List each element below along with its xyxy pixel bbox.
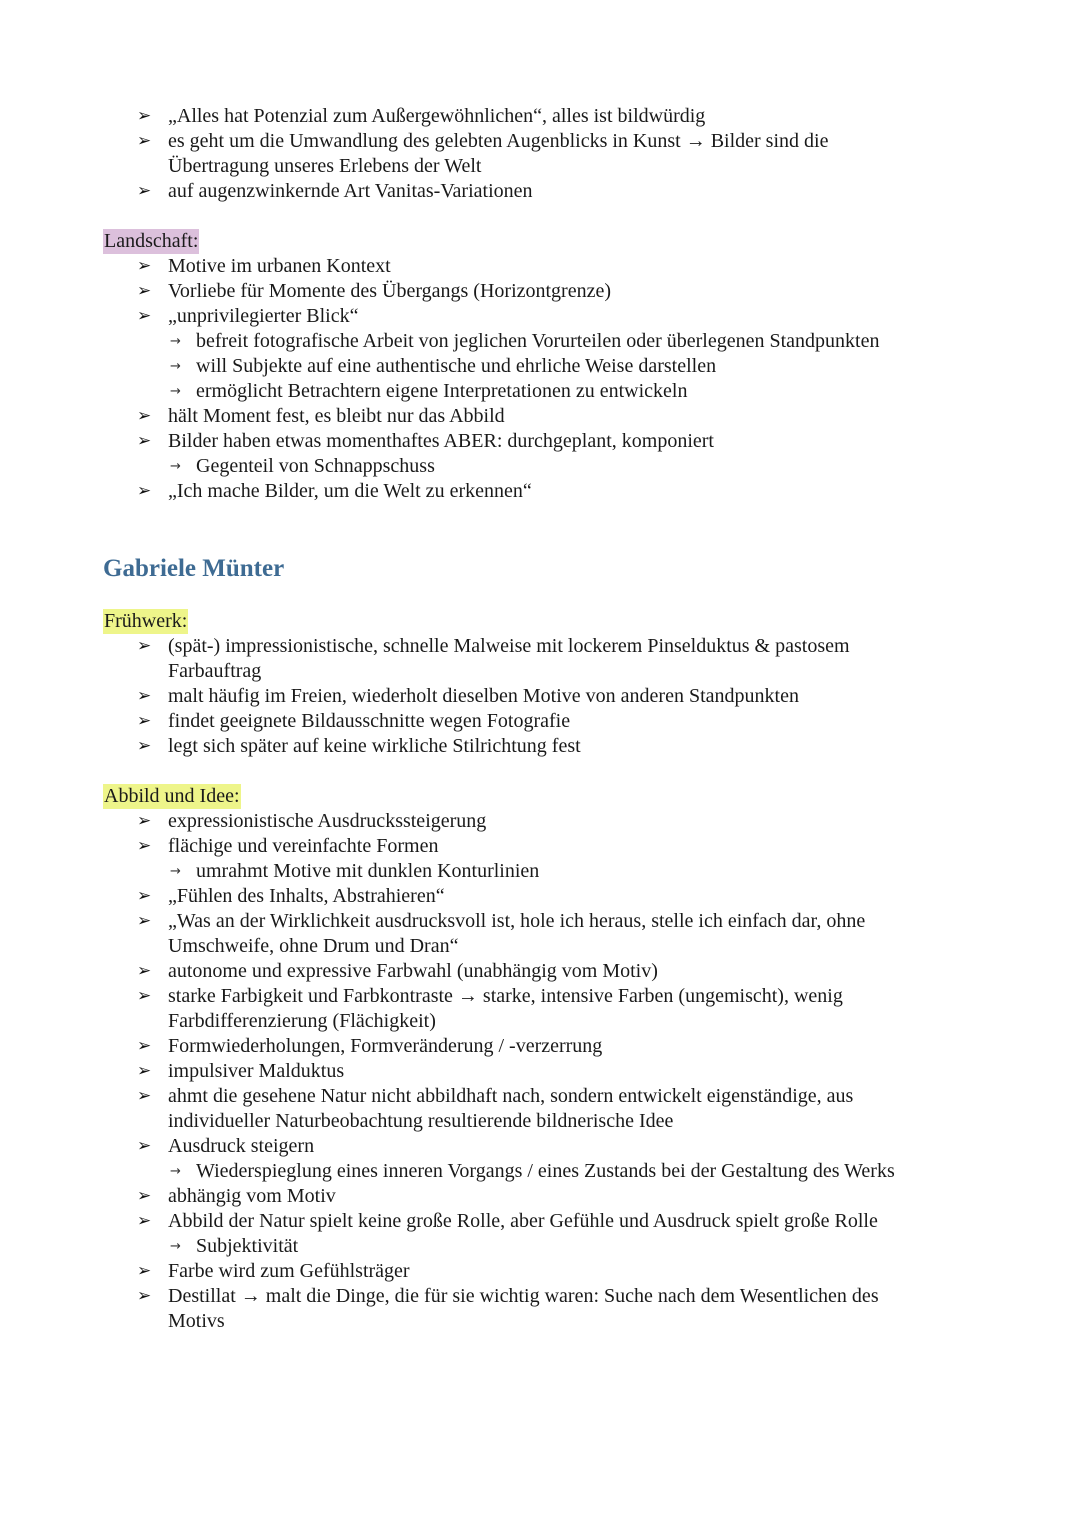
- list-item: [103, 809, 1020, 834]
- arrowhead-bullet-icon: ➢: [137, 1261, 152, 1281]
- line-text: Gegenteil von Schnappschuss: [196, 455, 435, 477]
- list-item-continuation: [103, 659, 1020, 684]
- line-text: Bilder haben etwas momenthaftes ABER: durchgeplant, komponiert: [168, 430, 714, 452]
- arrowhead-bullet-icon: ➢: [137, 131, 152, 151]
- arrowhead-bullet-icon: ➢: [137, 481, 152, 501]
- fruehwerk-list: [103, 634, 1020, 759]
- sub-point: [103, 454, 1020, 479]
- line-text: auf augenzwinkernde Art Vanitas-Variationen: [168, 180, 533, 202]
- abbild-heading: Abbild und Idee:: [104, 785, 240, 807]
- line-text: legt sich später auf keine wirkliche Stilrichtung fest: [168, 735, 581, 757]
- line-text: starke Farbigkeit und Farbkontraste → starke, intensive Farben (ungemischt), wenig: [168, 985, 843, 1007]
- line-text: malt häufig im Freien, wiederholt dieselben Motive von anderen Standpunkten: [168, 685, 799, 707]
- list-item: [103, 1059, 1020, 1084]
- list-item-continuation: [103, 934, 1020, 959]
- line-text: „Alles hat Potenzial zum Außergewöhnlichen“, alles ist bildwürdig: [168, 105, 706, 127]
- line-text: Motivs: [168, 1310, 225, 1332]
- sub-point: [103, 1159, 1020, 1184]
- line-text: autonome und expressive Farbwahl (unabhängig vom Motiv): [168, 960, 658, 982]
- line-text: Subjektivität: [196, 1235, 299, 1257]
- line-text: ahmt die gesehene Natur nicht abbildhaft nach, sondern entwickelt eigenständige, aus: [168, 1085, 854, 1107]
- line-text: „unprivilegierter Blick“: [168, 305, 359, 327]
- line-text: „Fühlen des Inhalts, Abstrahieren“: [168, 885, 445, 907]
- arrowhead-bullet-icon: ➢: [137, 281, 152, 301]
- arrowhead-bullet-icon: ➢: [137, 256, 152, 276]
- line-text: impulsiver Malduktus: [168, 1060, 345, 1082]
- list-item: [103, 734, 1020, 759]
- list-item-continuation: [103, 1009, 1020, 1034]
- line-text: Umschweife, ohne Drum und Dran“: [168, 935, 459, 957]
- list-item: [103, 984, 1020, 1009]
- arrowhead-bullet-icon: ➢: [137, 406, 152, 426]
- list-item: [103, 1134, 1020, 1159]
- sub-point: [103, 329, 1020, 354]
- landschaft-heading: Landschaft:: [104, 230, 199, 252]
- line-text: Motive im urbanen Kontext: [168, 255, 391, 277]
- line-text: Farbdifferenzierung (Flächigkeit): [168, 1010, 436, 1032]
- line-text: Formwiederholungen, Formveränderung / -verzerrung: [168, 1035, 603, 1057]
- list-item: [103, 1259, 1020, 1284]
- list-item: [103, 884, 1020, 909]
- arrowhead-bullet-icon: ➢: [137, 836, 152, 856]
- line-text: Ausdruck steigern: [168, 1135, 315, 1157]
- sub-point: [103, 859, 1020, 884]
- right-arrow-icon: →: [170, 1239, 181, 1254]
- list-item-continuation: [103, 154, 1020, 179]
- right-arrow-icon: →: [170, 459, 181, 474]
- list-item: [103, 684, 1020, 709]
- arrowhead-bullet-icon: ➢: [137, 711, 152, 731]
- arrowhead-bullet-icon: ➢: [137, 1136, 152, 1156]
- line-text: will Subjekte auf eine authentische und ehrliche Weise darstellen: [196, 355, 717, 377]
- fruehwerk-heading: Frühwerk:: [104, 610, 188, 632]
- list-item: [103, 1034, 1020, 1059]
- sub-point: [103, 354, 1020, 379]
- list-item: [103, 1084, 1020, 1109]
- arrowhead-bullet-icon: ➢: [137, 636, 152, 656]
- arrowhead-bullet-icon: ➢: [137, 181, 152, 201]
- line-text: „Ich mache Bilder, um die Welt zu erkennen“: [168, 480, 532, 502]
- arrowhead-bullet-icon: ➢: [137, 986, 152, 1006]
- list-item: [103, 959, 1020, 984]
- right-arrow-icon: →: [170, 864, 181, 879]
- list-item: [103, 304, 1020, 329]
- line-text: Vorliebe für Momente des Übergangs (Horizontgrenze): [168, 280, 612, 302]
- list-item: [103, 634, 1020, 659]
- line-text: abhängig vom Motiv: [168, 1185, 336, 1207]
- list-item: [103, 834, 1020, 859]
- line-text: hält Moment fest, es bleibt nur das Abbild: [168, 405, 505, 427]
- line-text: umrahmt Motive mit dunklen Konturlinien: [196, 860, 540, 882]
- line-text: es geht um die Umwandlung des gelebten Augenblicks in Kunst → Bilder sind die: [168, 130, 829, 152]
- arrowhead-bullet-icon: ➢: [137, 1061, 152, 1081]
- line-text: Farbe wird zum Gefühlsträger: [168, 1260, 410, 1282]
- arrowhead-bullet-icon: ➢: [137, 1036, 152, 1056]
- landschaft-section: [103, 229, 1020, 504]
- sub-point: [103, 379, 1020, 404]
- list-item: [103, 1209, 1020, 1234]
- arrowhead-bullet-icon: ➢: [137, 961, 152, 981]
- line-text: flächige und vereinfachte Formen: [168, 835, 439, 857]
- arrowhead-bullet-icon: ➢: [137, 1086, 152, 1106]
- line-text: „Was an der Wirklichkeit ausdrucksvoll ist, hole ich heraus, stelle ich einfach dar, ohne: [168, 910, 866, 932]
- list-item: [103, 429, 1020, 454]
- landschaft-list: [103, 254, 1020, 504]
- sub-point: [103, 1234, 1020, 1259]
- arrowhead-bullet-icon: ➢: [137, 886, 152, 906]
- list-item: [103, 709, 1020, 734]
- arrowhead-bullet-icon: ➢: [137, 911, 152, 931]
- list-item: [103, 254, 1020, 279]
- abbild-list: [103, 809, 1020, 1334]
- right-arrow-icon: →: [170, 334, 181, 349]
- fruehwerk-section: [103, 609, 1020, 759]
- arrowhead-bullet-icon: ➢: [137, 431, 152, 451]
- line-text: Abbild der Natur spielt keine große Rolle, aber Gefühle und Ausdruck spielt große Rolle: [168, 1210, 878, 1232]
- arrowhead-bullet-icon: ➢: [137, 811, 152, 831]
- line-text: (spät-) impressionistische, schnelle Malweise mit lockerem Pinselduktus & pastosem: [168, 635, 850, 657]
- line-text: Übertragung unseres Erlebens der Welt: [168, 155, 482, 177]
- right-arrow-icon: →: [170, 384, 181, 399]
- list-item: [103, 909, 1020, 934]
- abbild-section: [103, 784, 1020, 1334]
- list-item: [103, 404, 1020, 429]
- list-item: [103, 104, 1020, 129]
- line-text: Farbauftrag: [168, 660, 262, 682]
- line-text: Wiederspieglung eines inneren Vorgangs / eines Zustands bei der Gestaltung des Werks: [196, 1160, 895, 1182]
- arrowhead-bullet-icon: ➢: [137, 1186, 152, 1206]
- line-text: findet geeignete Bildausschnitte wegen Fotografie: [168, 710, 571, 732]
- line-text: expressionistische Ausdruckssteigerung: [168, 810, 487, 832]
- line-text: ermöglicht Betrachtern eigene Interpretationen zu entwickeln: [196, 380, 688, 402]
- list-item-continuation: [103, 1309, 1020, 1334]
- list-item: [103, 479, 1020, 504]
- right-arrow-icon: →: [170, 1164, 181, 1179]
- line-text: Destillat → malt die Dinge, die für sie wichtig waren: Suche nach dem Wesentlichen des: [168, 1285, 879, 1307]
- list-item: [103, 129, 1020, 154]
- arrowhead-bullet-icon: ➢: [137, 736, 152, 756]
- arrowhead-bullet-icon: ➢: [137, 1211, 152, 1231]
- list-item: [103, 279, 1020, 304]
- intro-section: [103, 104, 1020, 204]
- line-text: befreit fotografische Arbeit von jeglichen Vorurteilen oder überlegenen Standpunkten: [196, 330, 880, 352]
- arrowhead-bullet-icon: ➢: [137, 306, 152, 326]
- arrowhead-bullet-icon: ➢: [137, 1286, 152, 1306]
- intro-list: [103, 104, 1020, 204]
- arrowhead-bullet-icon: ➢: [137, 686, 152, 706]
- line-text: individueller Naturbeobachtung resultierende bildnerische Idee: [168, 1110, 674, 1132]
- right-arrow-icon: →: [170, 359, 181, 374]
- list-item: [103, 1284, 1020, 1309]
- list-item-continuation: [103, 1109, 1020, 1134]
- list-item: [103, 179, 1020, 204]
- page-title: Gabriele Münter: [103, 555, 285, 582]
- arrowhead-bullet-icon: ➢: [137, 106, 152, 126]
- list-item: [103, 1184, 1020, 1209]
